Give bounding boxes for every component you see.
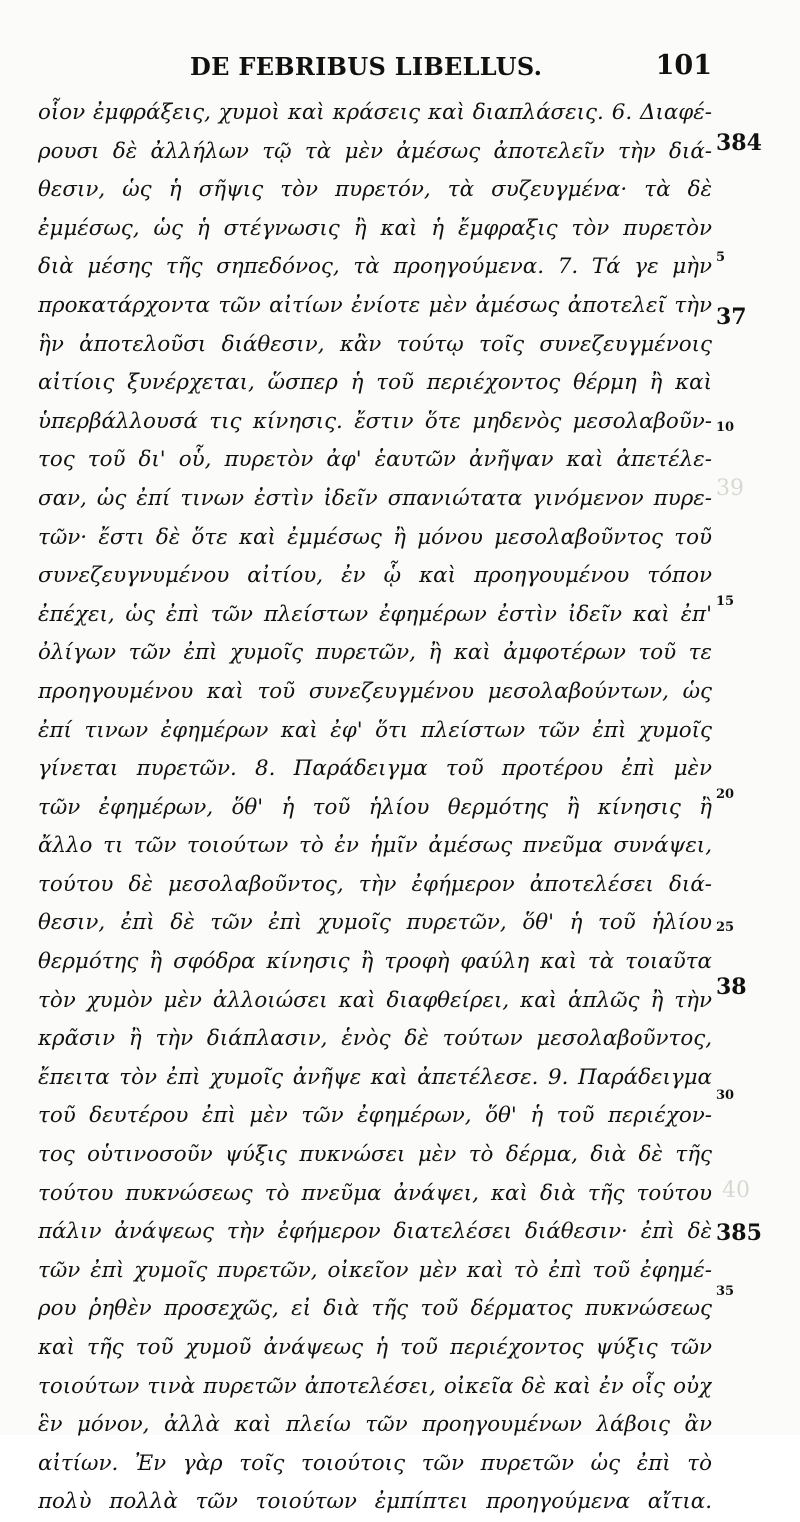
greek-text-body <box>38 94 712 1522</box>
text-line: ἓν μόνον, ἀλλὰ καὶ πλείω τῶν προηγουμένων λάβοις ἂν <box>38 1412 712 1438</box>
text-line: αἰτίοις ξυνέρχεται, ὥσπερ ἡ τοῦ περιέχοντος θέρμη ἢ καὶ <box>38 370 712 396</box>
margin-line-number: 30 <box>716 1088 735 1103</box>
text-line: ἔπειτα τὸν ἐπὶ χυμοῖς ἀνῆψε καὶ ἀπετέλεσε. 9. Παράδειγμα <box>38 1064 712 1090</box>
text-line: τούτου πυκνώσεως τὸ πνεῦμα ἀνάψει, καὶ διὰ τῆς τούτου <box>38 1180 712 1206</box>
margin-line-number: 15 <box>716 594 735 609</box>
text-line: ἄλλο τι τῶν τοιούτων τὸ ἐν ἡμῖν ἀμέσως πνεῦμα συνάψει, <box>38 833 712 859</box>
margin-page-ref: 37 <box>716 304 747 330</box>
page-number: 101 <box>655 50 712 81</box>
text-line: τὸν χυμὸν μὲν ἀλλοιώσει καὶ διαφθείρει, καὶ ἁπλῶς ἢ τὴν <box>38 987 712 1013</box>
text-line: διὰ μέσης τῆς σηπεδόνος, τὰ προηγούμενα. 7. Τά γε μὴν <box>38 254 712 280</box>
text-line: οἷον ἐμφράξεις, χυμοὶ καὶ κράσεις καὶ διαπλάσεις. 6. Διαφέ- <box>38 100 712 125</box>
margin-page-ref: 384 <box>716 130 762 156</box>
margin-page-ref: 38 <box>716 974 747 1000</box>
margin-line-number: 25 <box>716 920 735 935</box>
text-line: κρᾶσιν ἢ τὴν διάπλασιν, ἑνὸς δὲ τούτων μεσολαβοῦντος, <box>38 1026 712 1052</box>
margin-line-number: 5 <box>716 250 726 265</box>
text-line: ρου ῥηθὲν προσεχῶς, εἰ διὰ τῆς τοῦ δέρματος πυκνώσεως <box>38 1296 712 1322</box>
text-line: προκατάρχοντα τῶν αἰτίων ἐνίοτε μὲν ἀμέσως ἀποτελεῖ τὴν <box>38 292 712 318</box>
page-header <box>190 48 712 88</box>
text-line: πολὺ πολλὰ τῶν τοιούτων ἐμπίπτει προηγούμενα αἴτια. <box>38 1489 712 1515</box>
text-line: ἐπέχει, ὡς ἐπὶ τῶν πλείστων ἐφημέρων ἐστὶν ἰδεῖν καὶ ἐπ' <box>38 601 712 627</box>
text-line: τος οὑτινοσοῦν ψύξις πυκνώσει μὲν τὸ δέρμα, διὰ δὲ τῆς <box>38 1142 712 1168</box>
text-line: τος τοῦ δι' οὗ, πυρετὸν ἀφ' ἑαυτῶν ἀνῆψαν καὶ ἀπετέλε- <box>38 447 712 473</box>
text-line: ρουσι δὲ ἀλλήλων τῷ τὰ μὲν ἀμέσως ἀποτελεῖν τὴν διά- <box>38 138 712 164</box>
text-line: προηγουμένου καὶ τοῦ συνεζευγμένου μεσολαβούντων, ὡς <box>38 678 712 704</box>
running-title: DE FEBRIBUS LIBELLUS. <box>190 52 543 81</box>
margin-page-ref: 385 <box>716 1220 762 1246</box>
bleed-through-number: 40 <box>722 1178 750 1203</box>
margin-line-number: 10 <box>716 420 735 435</box>
text-line: σαν, ὡς ἐπί τινων ἐστὶν ἰδεῖν σπανιώτατα γινόμενον πυρε- <box>38 485 712 511</box>
text-line: τοῦ δευτέρου ἐπὶ μὲν τῶν ἐφημέρων, ὅθ' ἡ τοῦ περιέχον- <box>38 1103 712 1129</box>
text-line: τῶν ἐφημέρων, ὅθ' ἡ τοῦ ἡλίου θερμότης ἢ κίνησις ἢ <box>38 794 712 820</box>
text-line: πάλιν ἀνάψεως τὴν ἐφήμερον διατελέσει διάθεσιν· ἐπὶ δὲ <box>38 1219 712 1245</box>
text-line: αἰτίων. Ἐν γὰρ τοῖς τοιούτοις τῶν πυρετῶν ὡς ἐπὶ τὸ <box>38 1450 712 1476</box>
text-line: θεσιν, ὡς ἡ σῆψις τὸν πυρετόν, τὰ συζευγμένα· τὰ δὲ <box>38 177 712 203</box>
margin-line-number: 35 <box>716 1284 735 1299</box>
text-line: ὑπερβάλλουσά τις κίνησις. ἔστιν ὅτε μηδενὸς μεσολαβοῦν- <box>38 408 712 434</box>
text-line: καὶ τῆς τοῦ χυμοῦ ἀνάψεως ἡ τοῦ περιέχοντος ψύξις τῶν <box>38 1335 712 1360</box>
text-line: θερμότης ἢ σφόδρα κίνησις ἢ τροφὴ φαύλη καὶ τὰ τοιαῦτα <box>38 949 712 975</box>
text-line: θεσιν, ἐπὶ δὲ τῶν ἐπὶ χυμοῖς πυρετῶν, ὅθ' ἡ τοῦ ἡλίου <box>38 910 712 936</box>
bleed-through-number: 39 <box>716 476 744 501</box>
text-line: ἐμμέσως, ὡς ἡ στέγνωσις ἢ καὶ ἡ ἔμφραξις τὸν πυρετὸν <box>38 215 712 241</box>
margin-line-number: 20 <box>716 787 735 802</box>
text-line: ἣν ἀποτελοῦσι διάθεσιν, κἂν τούτῳ τοῖς συνεζευγμένοις <box>38 331 712 357</box>
text-line: τοιούτων τινὰ πυρετῶν ἀποτελέσει, οἰκεῖα δὲ καὶ ἐν οἷς οὐχ <box>38 1373 712 1399</box>
text-line: ὀλίγων τῶν ἐπὶ χυμοῖς πυρετῶν, ἢ καὶ ἀμφοτέρων τοῦ τε <box>38 640 712 666</box>
text-line: ἐπί τινων ἐφημέρων καὶ ἐφ' ὅτι πλείστων τῶν ἐπὶ χυμοῖς <box>38 717 712 743</box>
text-line: γίνεται πυρετῶν. 8. Παράδειγμα τοῦ προτέρου ἐπὶ μὲν <box>38 756 712 782</box>
text-line: τῶν ἐπὶ χυμοῖς πυρετῶν, οἰκεῖον μὲν καὶ τὸ ἐπὶ τοῦ ἐφημέ- <box>38 1257 712 1283</box>
text-line: συνεζευγνυμένου αἰτίου, ἐν ᾧ καὶ προηγουμένου τόπον <box>38 563 712 589</box>
text-line: τούτου δὲ μεσολαβοῦντος, τὴν ἐφήμερον ἀποτελέσει διά- <box>38 871 712 897</box>
text-line: τῶν· ἔστι δὲ ὅτε καὶ ἐμμέσως ἢ μόνου μεσολαβοῦντος τοῦ <box>38 524 712 550</box>
